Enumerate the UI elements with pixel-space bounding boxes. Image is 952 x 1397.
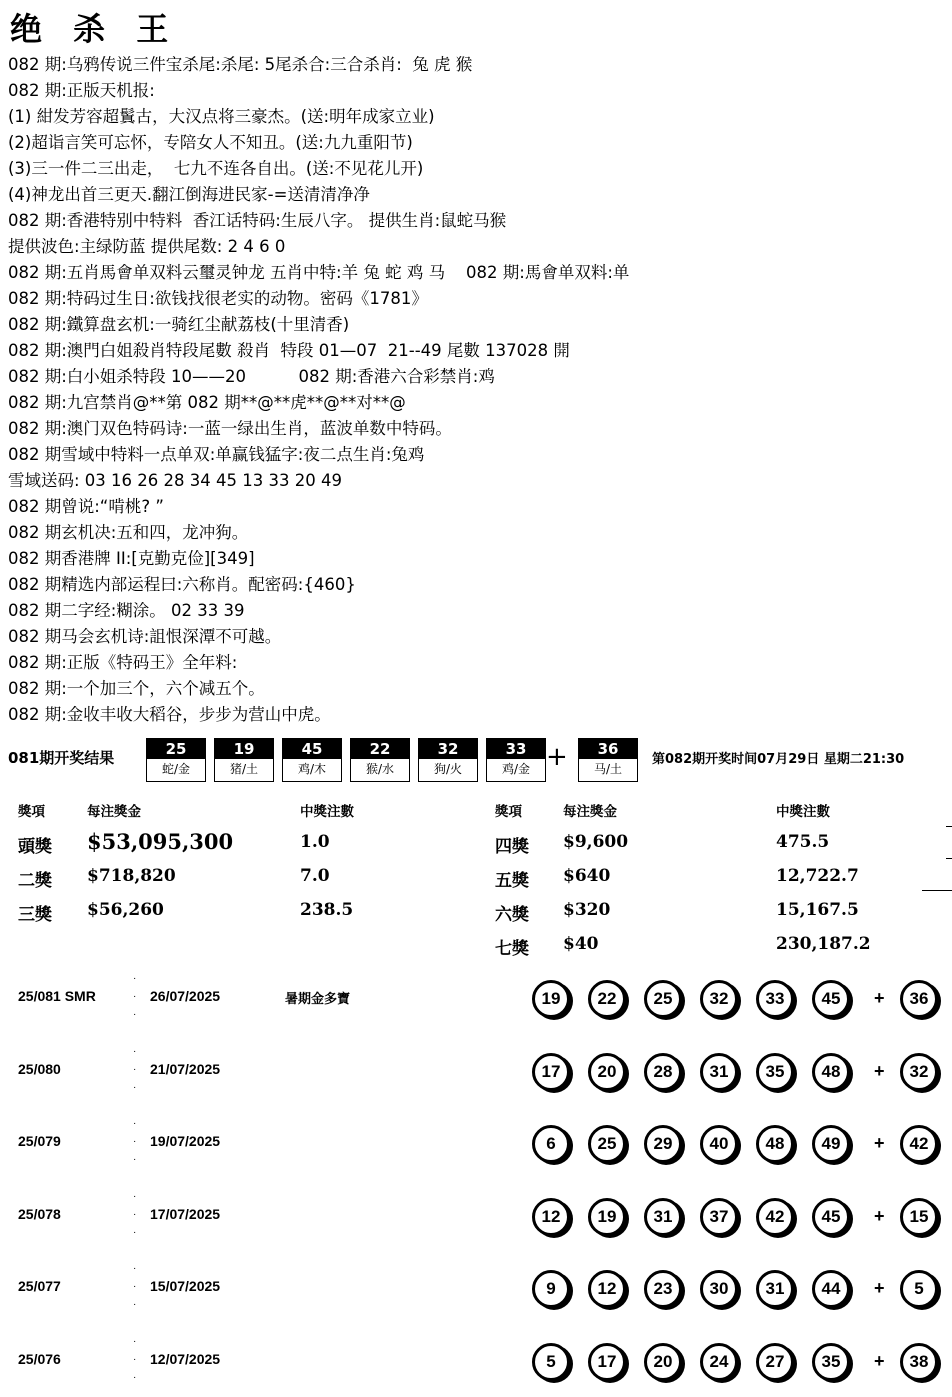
divider xyxy=(946,858,952,859)
prize-row xyxy=(0,826,952,860)
text-line: 提供波色:主绿防蓝 提供尾数: 2 4 6 0 xyxy=(8,237,286,256)
number-ball: 48 xyxy=(812,1053,850,1091)
prize-count: 7.0 xyxy=(300,866,330,886)
number-ball: 31 xyxy=(700,1053,738,1091)
text-line: 082 期:鐵算盘玄机:一骑红尘献荔枝(十里清香) xyxy=(8,315,350,334)
prize-amount: $56,260 xyxy=(87,900,164,920)
text-line: 082 期:澳门双色特码诗:一蓝一绿出生肖，蓝波单数中特码。 xyxy=(8,419,452,438)
prize-name: 頭獎 xyxy=(18,837,52,857)
prize-name: 七獎 xyxy=(495,939,529,959)
number-ball: 37 xyxy=(700,1198,738,1236)
result-row xyxy=(0,1252,952,1324)
prize-header: 中獎注數 xyxy=(776,804,830,820)
draw-ball xyxy=(350,738,410,782)
text-line: (1) 紺发芳容超鬒古，大汉点将三豪杰。(送:明年成家立业) xyxy=(8,107,435,126)
number-ball: 9 xyxy=(532,1270,570,1308)
draw-note: 暑期金多寶 xyxy=(285,991,351,1006)
number-ball: 31 xyxy=(756,1270,794,1308)
number-ball: 19 xyxy=(532,980,570,1018)
draw-id: 25/079 xyxy=(18,1133,61,1149)
draw-ball-zodiac: 猴/水 xyxy=(365,762,395,776)
prize-name: 二獎 xyxy=(18,871,52,891)
prize-count: 1.0 xyxy=(300,832,330,852)
plus-sign: + xyxy=(874,1205,885,1226)
draw-ball-zodiac: 猪/土 xyxy=(229,762,259,776)
result-row xyxy=(0,1180,952,1252)
text-line: (2)超诣言笑可忘怀，专陪女人不知丑。(送:九九重阳节) xyxy=(8,133,413,152)
prize-amount: $320 xyxy=(563,900,611,920)
draw-date: 26/07/2025 xyxy=(150,988,221,1004)
number-ball: 32 xyxy=(700,980,738,1018)
special-number-ball: 42 xyxy=(900,1125,938,1163)
draw-ball xyxy=(282,738,342,782)
draw-ball-number: 33 xyxy=(487,739,545,759)
number-ball: 42 xyxy=(756,1198,794,1236)
prize-name: 五獎 xyxy=(495,871,529,891)
prize-amount: $53,095,300 xyxy=(87,829,234,854)
draw-ball-zodiac: 鸡/木 xyxy=(297,762,327,776)
prize-count: 12,722.7 xyxy=(776,866,859,886)
text-line: 082 期:特码过生日:欲钱找很老实的动物。密码《1781》 xyxy=(8,289,428,308)
plus-sign: + xyxy=(546,742,568,772)
draw-ball xyxy=(214,738,274,782)
number-ball: 33 xyxy=(756,980,794,1018)
result-balls xyxy=(532,1270,952,1310)
text-line: 082 期雪域中特料一点单双:单赢钱猛字:夜二点生肖:兔鸡 xyxy=(8,445,425,464)
result-row xyxy=(0,1035,952,1107)
draw-result-bar xyxy=(8,738,952,782)
number-ball: 29 xyxy=(644,1125,682,1163)
draw-id: 25/077 xyxy=(18,1278,61,1294)
draw-label: 081期开奖结果 xyxy=(8,749,115,767)
page-title: 绝 杀 王 xyxy=(10,10,179,48)
special-number-ball: 5 xyxy=(900,1270,938,1308)
special-ball-zodiac: 马/土 xyxy=(593,762,623,776)
prize-amount: $9,600 xyxy=(563,832,629,852)
prize-amount: $40 xyxy=(563,934,599,954)
number-ball: 12 xyxy=(532,1198,570,1236)
text-line: 082 期:白小姐杀特段 10——20 082 期:香港六合彩禁肖:鸡 xyxy=(8,367,495,386)
result-row xyxy=(0,962,952,1034)
plus-sign: + xyxy=(874,1278,885,1298)
result-balls xyxy=(532,980,952,1020)
prize-count: 238.5 xyxy=(300,900,354,920)
number-ball: 12 xyxy=(588,1270,626,1308)
draw-date: 12/07/2025 xyxy=(150,1350,221,1367)
prize-row xyxy=(0,928,952,962)
number-ball: 44 xyxy=(812,1270,850,1308)
text-line: 雪域送码: 03 16 26 28 34 45 13 33 20 49 xyxy=(8,471,342,490)
draw-date: 19/07/2025 xyxy=(150,1133,221,1149)
prize-count: 230,187.2 xyxy=(776,934,871,954)
prize-amount: $718,820 xyxy=(87,866,176,886)
number-ball: 23 xyxy=(644,1270,682,1308)
column-separator: · · · xyxy=(133,1118,137,1165)
text-line: (4)神龙出首三更天.翻江倒海进民家-=送清清净净 xyxy=(8,185,370,204)
result-row xyxy=(0,1325,952,1397)
plus-sign: + xyxy=(874,1133,885,1153)
text-line: (3)三一件二三出走， 七九不连各自出。(送:不见花儿开) xyxy=(8,159,424,178)
draw-ball xyxy=(418,738,478,782)
draw-date: 21/07/2025 xyxy=(150,1060,221,1077)
prize-name: 三獎 xyxy=(18,905,52,925)
prize-name: 六獎 xyxy=(495,905,529,925)
divider xyxy=(946,826,952,827)
prize-row xyxy=(0,860,952,894)
text-line: 082 期香港牌 II:[克勤克俭][349] xyxy=(8,549,255,568)
prize-header: 中獎注數 xyxy=(300,804,354,820)
divider xyxy=(922,890,952,891)
next-draw-time: 第082期开奖时间07月29日 星期二21:30 xyxy=(652,752,905,767)
column-separator: · · · xyxy=(133,1190,137,1238)
number-ball: 25 xyxy=(644,980,682,1018)
text-line: 082 期二字经:糊涂。 02 33 39 xyxy=(8,601,245,620)
result-balls xyxy=(532,1198,952,1238)
result-balls xyxy=(532,1343,952,1383)
plus-sign: + xyxy=(874,1350,885,1371)
text-line: 082 期马会玄机诗:詛恨深潭不可越。 xyxy=(8,627,282,646)
number-ball: 20 xyxy=(588,1053,626,1091)
draw-id: 25/076 xyxy=(18,1350,61,1367)
prize-table xyxy=(0,796,952,966)
number-ball: 5 xyxy=(532,1343,570,1381)
text-line: 082 期:金收丰收大稻谷，步步为营山中虎。 xyxy=(8,705,331,724)
draw-ball-zodiac: 蛇/金 xyxy=(161,762,191,776)
plus-sign: + xyxy=(874,988,885,1008)
number-ball: 25 xyxy=(588,1125,626,1163)
text-line: 082 期:九宫禁肖@**第 082 期**@**虎**@**对**@ xyxy=(8,393,406,412)
draw-ball xyxy=(486,738,546,782)
forecast-text-block xyxy=(8,52,948,728)
number-ball: 22 xyxy=(588,980,626,1018)
number-ball: 48 xyxy=(756,1125,794,1163)
draw-ball-number: 22 xyxy=(351,739,409,759)
prize-count: 15,167.5 xyxy=(776,900,859,920)
number-ball: 45 xyxy=(812,1198,850,1236)
draw-id: 25/080 xyxy=(18,1060,61,1077)
prize-name: 四獎 xyxy=(495,837,529,857)
draw-id: 25/081 SMR xyxy=(18,988,96,1004)
column-separator: · · · xyxy=(133,1045,137,1093)
text-line: 082 期曾说:“啃桃? ” xyxy=(8,497,164,516)
column-separator: · · · xyxy=(133,1263,137,1310)
text-line: 082 期玄机决:五和四，龙冲狗。 xyxy=(8,523,249,542)
special-number-ball: 36 xyxy=(900,980,938,1018)
number-ball: 31 xyxy=(644,1198,682,1236)
result-balls xyxy=(532,1053,952,1093)
text-line: 082 期:一个加三个，六个减五个。 xyxy=(8,679,265,698)
number-ball: 17 xyxy=(532,1053,570,1091)
number-ball: 49 xyxy=(812,1125,850,1163)
draw-ball-number: 25 xyxy=(147,739,205,759)
text-line: 082 期:澳門白姐殺肖特段尾數 殺肖 特段 01—07 21--49 尾數 137028 開 xyxy=(8,341,570,360)
number-ball: 27 xyxy=(756,1343,794,1381)
special-ball-number: 36 xyxy=(579,739,637,759)
text-line: 082 期精选内部运程曰:六称肖。配密码:{460} xyxy=(8,575,356,594)
draw-ball-number: 32 xyxy=(419,739,477,759)
draw-ball-number: 45 xyxy=(283,739,341,759)
text-line: 082 期:正版《特码王》全年料: xyxy=(8,653,238,672)
special-number-ball: 32 xyxy=(900,1053,938,1091)
draw-ball xyxy=(146,738,206,782)
special-number-ball: 38 xyxy=(900,1343,938,1381)
prize-header: 每注獎金 xyxy=(563,804,617,820)
result-balls xyxy=(532,1125,952,1165)
prize-row xyxy=(0,894,952,928)
draw-ball-number: 19 xyxy=(215,739,273,759)
draw-ball-zodiac: 鸡/金 xyxy=(501,762,531,776)
number-ball: 19 xyxy=(588,1198,626,1236)
special-ball xyxy=(578,738,638,782)
draw-id: 25/078 xyxy=(18,1205,61,1222)
number-ball: 28 xyxy=(644,1053,682,1091)
number-ball: 24 xyxy=(700,1343,738,1381)
number-ball: 35 xyxy=(812,1343,850,1381)
result-row xyxy=(0,1107,952,1179)
text-line: 082 期:五肖馬會单双料云璽灵钟龙 五肖中特:羊 兔 蛇 鸡 马 082 期:馬會单双料:单 xyxy=(8,263,630,282)
prize-header: 獎項 xyxy=(18,804,45,820)
number-ball: 17 xyxy=(588,1343,626,1381)
number-ball: 6 xyxy=(532,1125,570,1163)
prize-header: 每注獎金 xyxy=(87,804,141,820)
column-separator: · · · xyxy=(133,973,137,1020)
draw-date: 17/07/2025 xyxy=(150,1205,221,1222)
number-ball: 45 xyxy=(812,980,850,1018)
text-line: 082 期:香港特别中特料 香江话特码:生辰八字。 提供生肖:鼠蛇马猴 xyxy=(8,211,507,230)
column-separator: · · · xyxy=(133,1335,137,1383)
number-ball: 20 xyxy=(644,1343,682,1381)
plus-sign: + xyxy=(874,1060,885,1081)
prize-count: 475.5 xyxy=(776,832,830,852)
number-ball: 30 xyxy=(700,1270,738,1308)
draw-ball-zodiac: 狗/火 xyxy=(433,762,463,776)
number-ball: 40 xyxy=(700,1125,738,1163)
draw-date: 15/07/2025 xyxy=(150,1278,221,1294)
prize-amount: $640 xyxy=(563,866,611,886)
special-number-ball: 15 xyxy=(900,1198,938,1236)
number-ball: 35 xyxy=(756,1053,794,1091)
prize-header: 獎項 xyxy=(495,804,522,820)
text-line: 082 期:乌鸦传说三件宝杀尾:杀尾: 5尾杀合:三合杀肖: 兔 虎 猴 xyxy=(8,55,473,74)
text-line: 082 期:正版天机报: xyxy=(8,81,155,100)
